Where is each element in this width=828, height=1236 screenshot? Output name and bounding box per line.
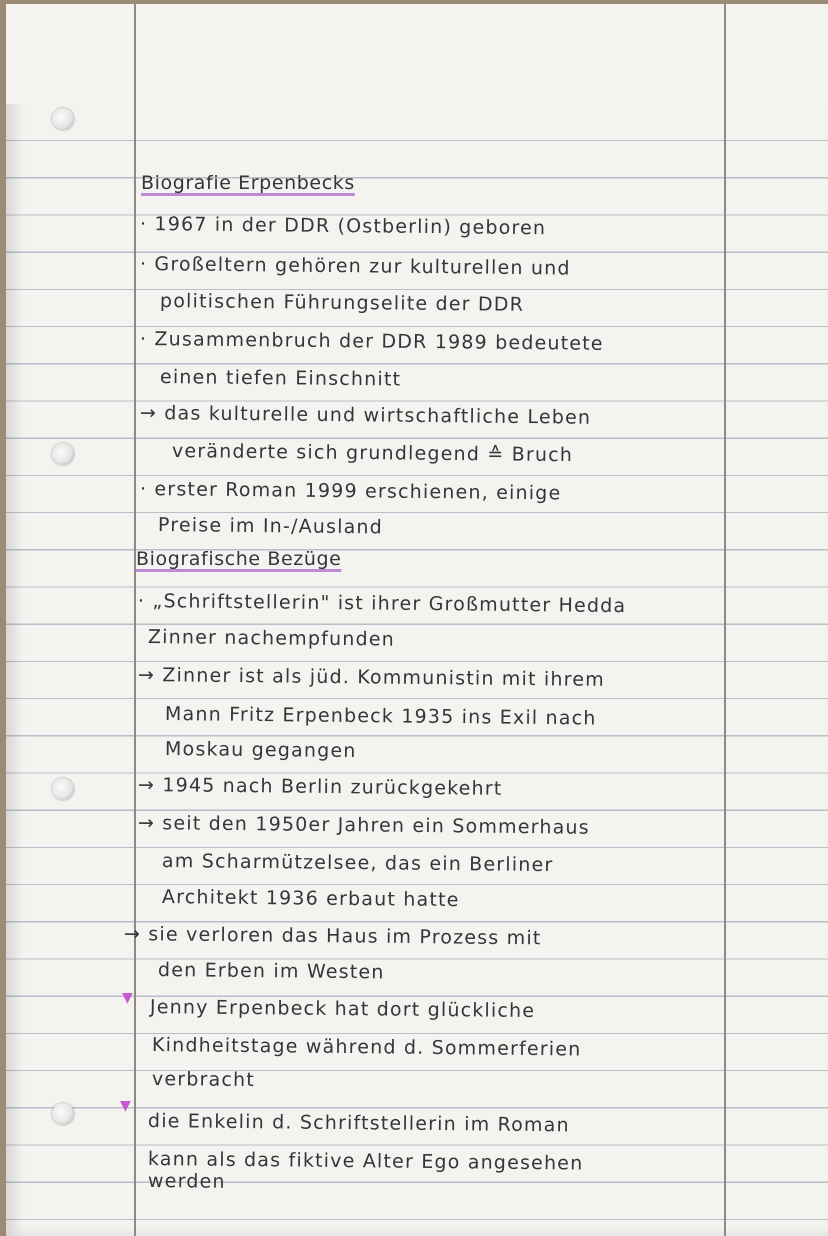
note-line: kann als das fiktive Alter Ego angesehen [147, 1148, 584, 1175]
triangle-marker-icon: ▼ [120, 1098, 131, 1114]
note-line: einen tiefen Einschnitt [159, 366, 402, 391]
note-line: den Erben im Westen [157, 959, 385, 984]
note-line: am Scharmützelsee, das ein Berliner [161, 850, 554, 877]
heading-biografie: Biografie Erpenbecks [141, 172, 355, 194]
heading-bezuege: Biografische Bezüge [136, 548, 342, 570]
note-line: werden [147, 1170, 226, 1193]
note-line: · Zusammenbruch der DDR 1989 bedeutete [139, 328, 604, 355]
triangle-marker-icon: ▼ [122, 990, 133, 1006]
note-line: → 1945 nach Berlin zurückgekehrt [137, 774, 503, 800]
note-line: → das kulturelle und wirtschaftliche Leben [139, 402, 592, 429]
note-line: · „Schriftstellerin" ist ihrer Großmutter Hedda [137, 590, 627, 618]
note-line: veränderte sich grundlegend ≙ Bruch [171, 440, 574, 467]
note-line: → seit den 1950er Jahren ein Sommerhaus [137, 812, 590, 839]
note-line: Moskau gegangen [164, 738, 357, 763]
note-line: Zinner nachempfunden [147, 626, 396, 651]
note-line: Kindheitstage während d. Sommerferien [151, 1034, 582, 1061]
note-line: · Großeltern gehören zur kulturellen und [139, 253, 571, 280]
note-line: Preise im In-/Ausland [157, 514, 384, 539]
note-line: · 1967 in der DDR (Ostberlin) geboren [139, 213, 547, 240]
note-line: die Enkelin d. Schriftstellerin im Roman [147, 1110, 570, 1137]
note-line: politischen Führungselite der DDR [159, 290, 525, 316]
note-line: Architekt 1936 erbaut hatte [161, 886, 460, 912]
note-line: → sie verloren das Haus im Prozess mit [123, 923, 542, 950]
note-line: verbracht [151, 1068, 256, 1092]
note-line: Jenny Erpenbeck hat dort glückliche [149, 996, 536, 1023]
note-line: → Zinner ist als jüd. Kommunistin mit ihrem [137, 664, 605, 691]
note-line: Mann Fritz Erpenbeck 1935 ins Exil nach [164, 703, 597, 730]
note-line: · erster Roman 1999 erschienen, einige [139, 478, 562, 505]
